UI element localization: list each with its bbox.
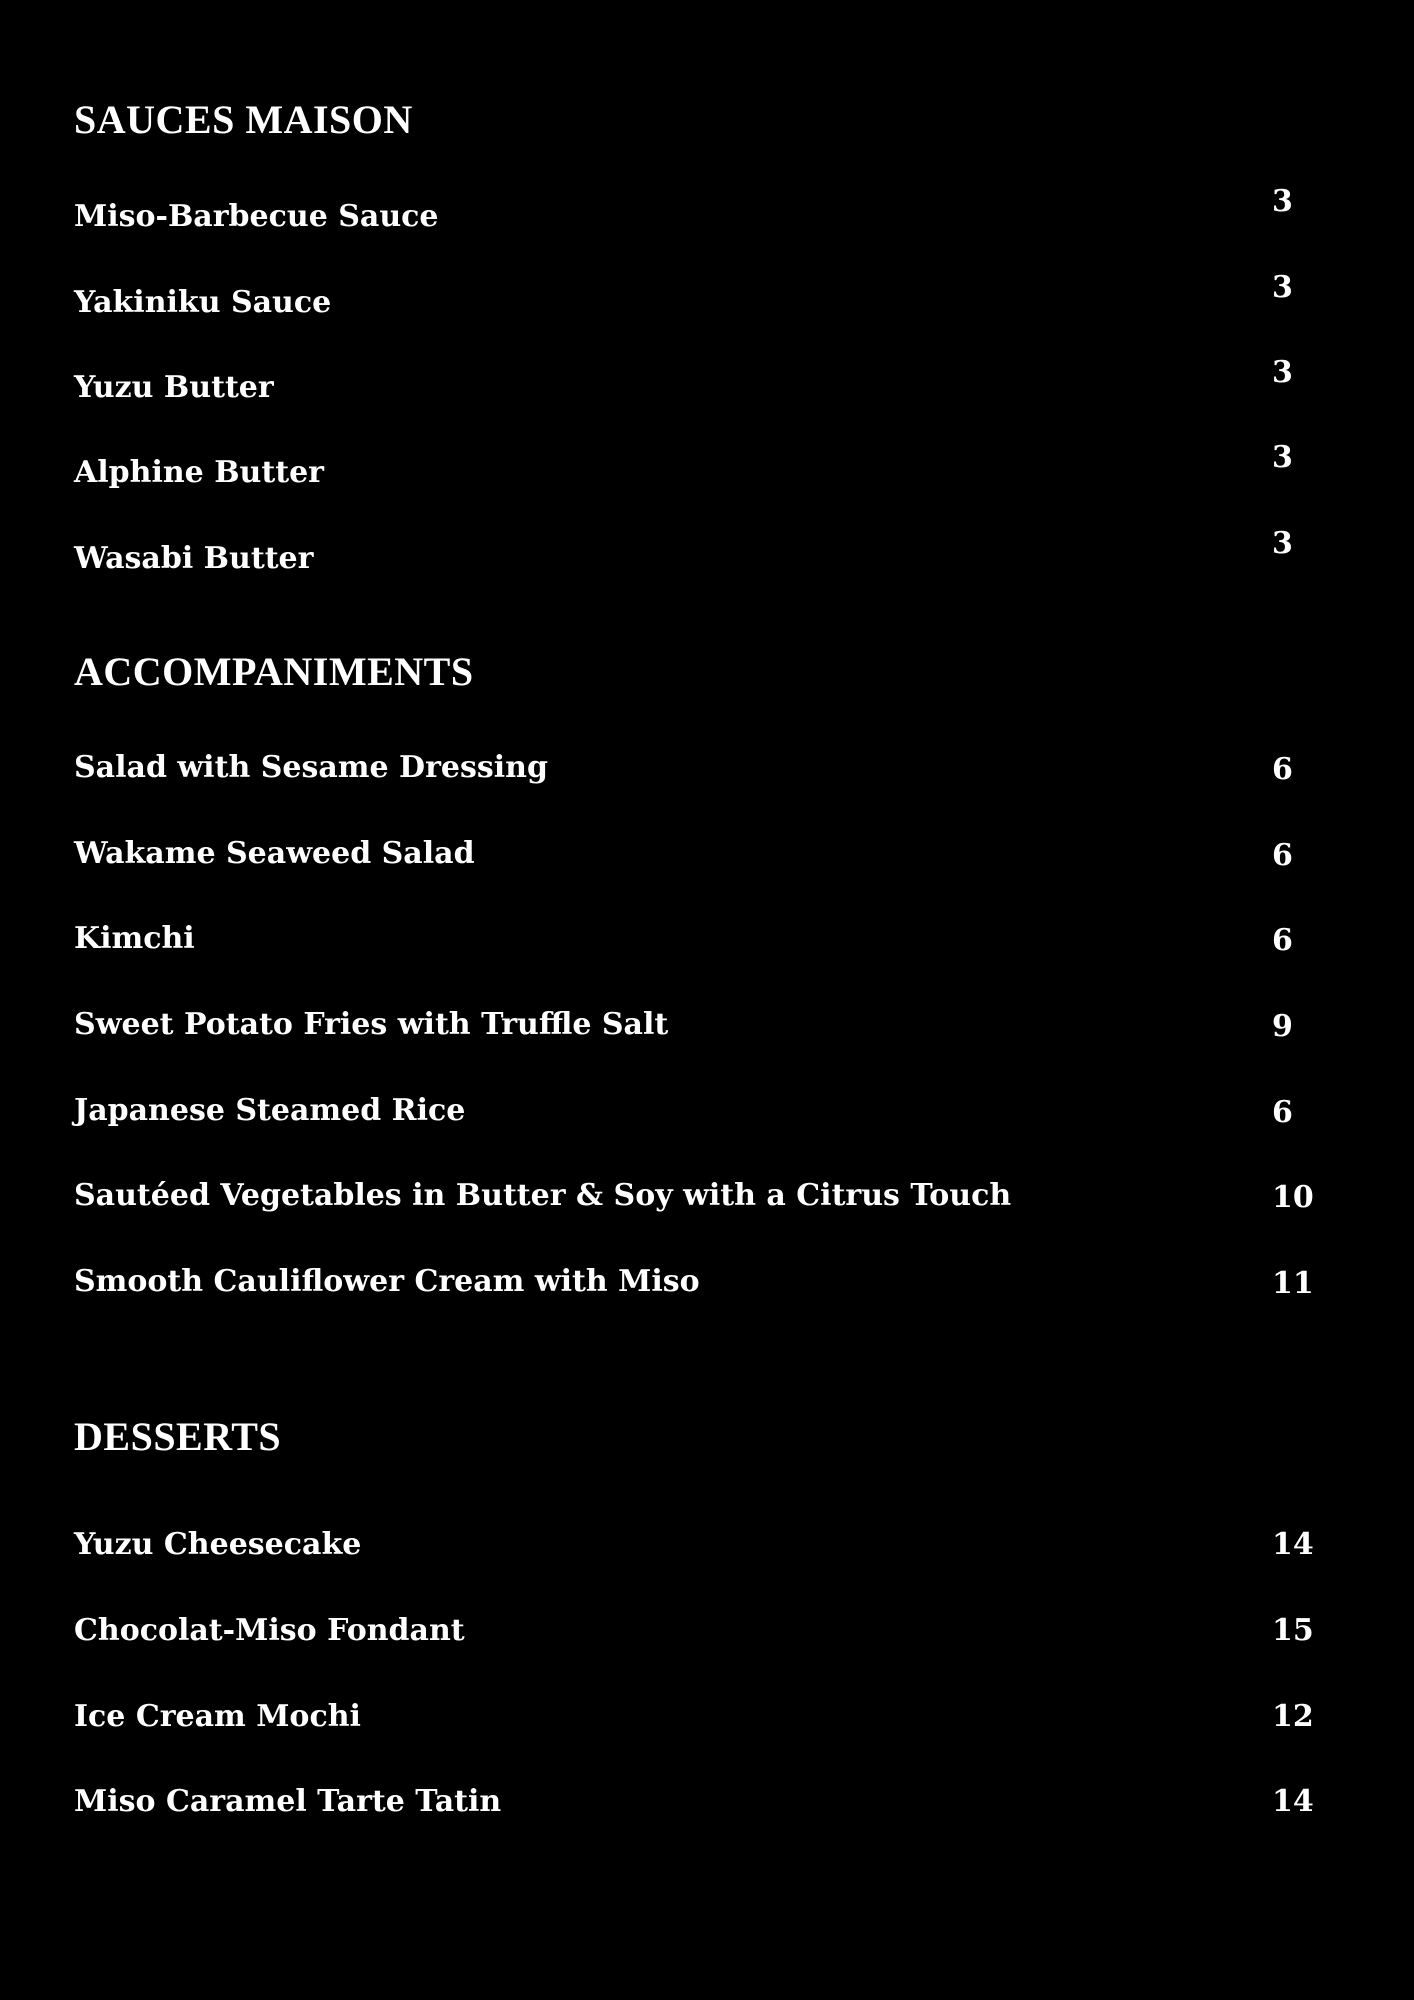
menu-item-name: Salad with Sesame Dressing xyxy=(74,750,548,785)
menu-item-price: 6 xyxy=(1272,923,1293,958)
menu-item-price: 6 xyxy=(1272,752,1293,787)
menu-item-name: Yakiniku Sauce xyxy=(74,285,332,320)
menu-item-name: Kimchi xyxy=(74,921,195,956)
menu-item-price: 11 xyxy=(1272,1266,1314,1301)
menu-item-price: 10 xyxy=(1272,1180,1314,1215)
menu-item-name: Yuzu Cheesecake xyxy=(74,1527,362,1562)
menu-item-price: 6 xyxy=(1272,1095,1293,1130)
menu-item-name: Chocolat-Miso Fondant xyxy=(74,1613,465,1648)
section-title-desserts: DESSERTS xyxy=(74,1414,282,1459)
menu-item-price: 9 xyxy=(1272,1009,1293,1044)
menu-item-price: 3 xyxy=(1272,184,1293,219)
menu-item-name: Wakame Seaweed Salad xyxy=(74,836,475,871)
menu-item-name: Miso Caramel Tarte Tatin xyxy=(74,1784,502,1819)
menu-item-price: 3 xyxy=(1272,440,1293,475)
menu-item-price: 3 xyxy=(1272,270,1293,305)
menu-item-name: Sweet Potato Fries with Truffle Salt xyxy=(74,1007,669,1042)
menu-item-price: 3 xyxy=(1272,355,1293,390)
menu-item-name: Japanese Steamed Rice xyxy=(74,1093,466,1128)
menu-item-name: Smooth Cauliflower Cream with Miso xyxy=(74,1264,700,1299)
menu-item-name: Alphine Butter xyxy=(74,455,324,490)
menu-item-price: 12 xyxy=(1272,1699,1314,1734)
menu-item-name: Ice Cream Mochi xyxy=(74,1699,361,1734)
menu-item-price: 14 xyxy=(1272,1784,1314,1819)
section-title-sauces-maison: SAUCES MAISON xyxy=(74,97,413,142)
menu-item-price: 14 xyxy=(1272,1527,1314,1562)
menu-item-price: 15 xyxy=(1272,1613,1314,1648)
menu-item-name: Yuzu Butter xyxy=(74,370,274,405)
menu-item-name: Wasabi Butter xyxy=(74,541,314,576)
menu-item-price: 3 xyxy=(1272,526,1293,561)
menu-item-name: Miso-Barbecue Sauce xyxy=(74,199,439,234)
menu-item-price: 6 xyxy=(1272,838,1293,873)
menu-item-name: Sautéed Vegetables in Butter & Soy with a Citrus Touch xyxy=(74,1178,1012,1213)
section-title-accompaniments: ACCOMPANIMENTS xyxy=(74,649,474,694)
